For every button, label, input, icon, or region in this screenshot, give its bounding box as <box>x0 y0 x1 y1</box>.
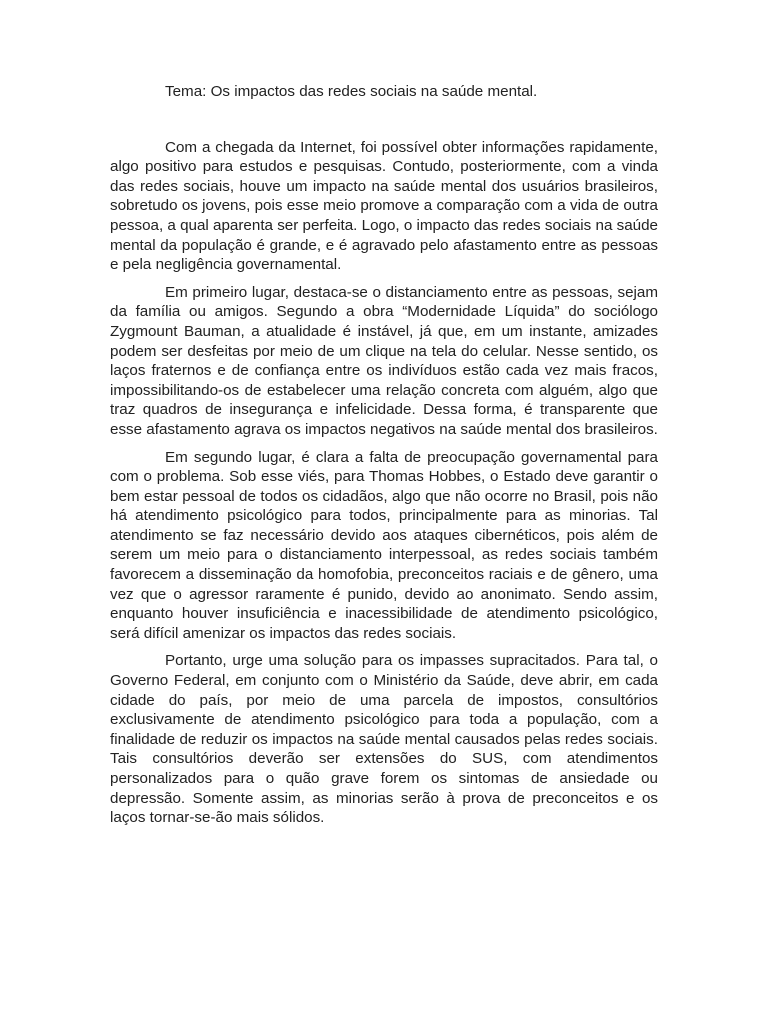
paragraph-development-1: Em primeiro lugar, destaca-se o distanciamento entre as pessoas, sejam da família ou amigos. Segundo a obra “Modernidade Líquida” do sociólogo Zygmount Bauman, a atualidade é instável, já que, em um instante, amizades podem ser desfeitas por meio de um clique na tela do celular. Nesse sentido, os laços fraternos e de confiança entre os indivíduos estão cada vez mais fracos, impossibilitando-os de estabelecer uma relação concreta com alguém, algo que traz quadros de insegurança e infelicidade. Dessa forma, é transparente que esse afastamento agrava os impactos negativos na saúde mental dos brasileiros. <box>110 283 658 438</box>
paragraph-introduction: Com a chegada da Internet, foi possível obter informações rapidamente, algo positivo para estudos e pesquisas. Contudo, posteriormente, com a vinda das redes sociais, houve um impacto na saúde mental dos usuários brasileiros, sobretudo os jovens, pois esse meio promove a comparação com a vida de outra pessoa, a qual aparenta ser perfeita. Logo, o impacto das redes sociais na saúde mental da população é grande, e é agravado pelo afastamento entre as pessoas e pela negligência governamental. <box>110 138 658 274</box>
paragraph-development-2: Em segundo lugar, é clara a falta de preocupação governamental para com o problema. Sob esse viés, para Thomas Hobbes, o Estado deve garantir o bem estar pessoal de todos os cidadãos, algo que não ocorre no Brasil, pois não há atendimento psicológico para todos, principalmente para as minorias. Tal atendimento se faz necessário devido aos ataques cibernéticos, pois além de serem um meio para o distanciamento interpessoal, as redes sociais também favorecem a disseminação da homofobia, preconceitos raciais e de gênero, uma vez que o agressor raramente é punido, devido ao anonimato. Sendo assim, enquanto houver insuficiência e inacessibilidade de atendimento psicológico, será difícil amenizar os impactos das redes sociais. <box>110 448 658 642</box>
essay-title: Tema: Os impactos das redes sociais na saúde mental. <box>165 83 538 100</box>
paragraph-conclusion: Portanto, urge uma solução para os impasses supracitados. Para tal, o Governo Federal, em conjunto com o Ministério da Saúde, deve abrir, em cada cidade do país, por meio de uma parcela de impostos, consultórios exclusivamente de atendimento psicológico para toda a população, com a finalidade de reduzir os impactos na saúde mental causados pelas redes sociais. Tais consultórios deverão ser extensões do SUS, com atendimentos personalizados para o quão grave forem os sintomas de ansiedade ou depressão. Somente assim, as minorias serão à prova de preconceitos e os laços tornar-se-ão mais sólidos. <box>110 652 658 827</box>
